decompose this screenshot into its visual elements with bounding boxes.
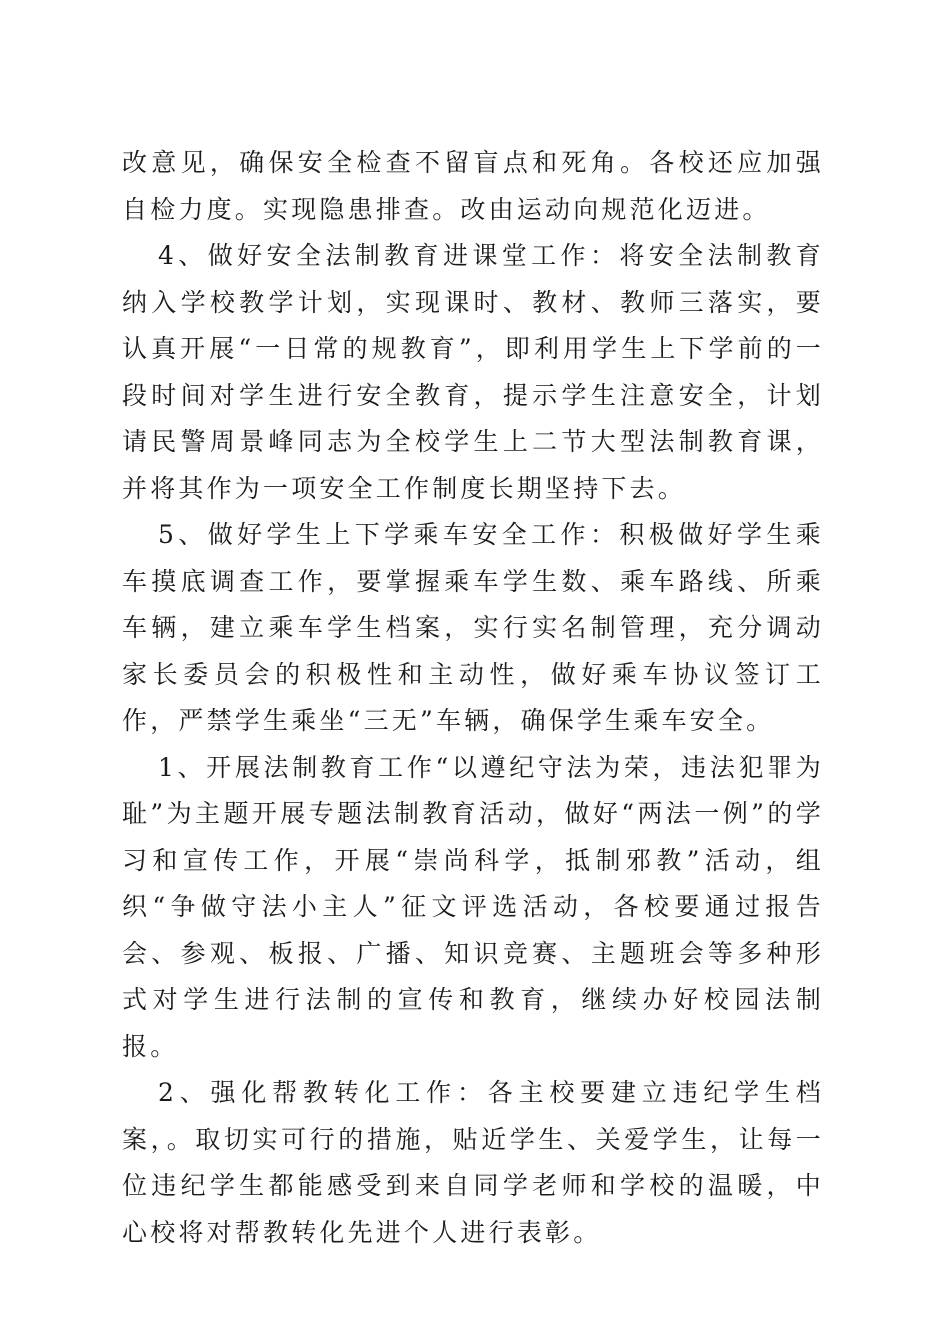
paragraph-continuation: 改意见，确保安全检查不留盲点和死角。各校还应加强自检力度。实现隐患排查。改由运动向规范化迈进。 (122, 148, 824, 224)
paragraph-safety-law-education: 4、做好安全法制教育进课堂工作：将安全法制教育纳入学校教学计划，实现课时、教材、教师三落实，要认真开展“一日常的规教育”，即利用学生上下学前的一段时间对学生进行安全教育，提示学生注意安全，计划请民警周景峰同志为全校学生上二节大型法制教育课，并将其作为一项安全工作制度长期坚持下去。 (122, 241, 824, 503)
paragraph-legal-education: 1、开展法制教育工作“以遵纪守法为荣，违法犯罪为耻”为主题开展专题法制教育活动，做好“两法一例”的学习和宣传工作，开展“崇尚科学，抵制邪教”活动，组织“争做守法小主人”征文评选活动，各校要通过报告会、参观、板报、广播、知识竞赛、主题班会等多种形式对学生进行法制的宣传和教育，继续办好校园法制报。 (122, 752, 824, 1061)
paragraph-assistance-transformation: 2、强化帮教转化工作：各主校要建立违纪学生档案，。取切实可行的措施，贴近学生、关爱学生，让每一位违纪学生都能感受到来自同学老师和学校的温暖，中心校将对帮教转化先进个人进行表彰。 (122, 1078, 824, 1247)
document-body (122, 140, 824, 1256)
paragraph-bus-safety: 5、做好学生上下学乘车安全工作：积极做好学生乘车摸底调查工作，要掌握乘车学生数、乘车路线、所乘车辆，建立乘车学生档案，实行实名制管理，充分调动家长委员会的积极性和主动性，做好乘车协议签订工作，严禁学生乘坐“三无”车辆，确保学生乘车安全。 (122, 520, 824, 735)
